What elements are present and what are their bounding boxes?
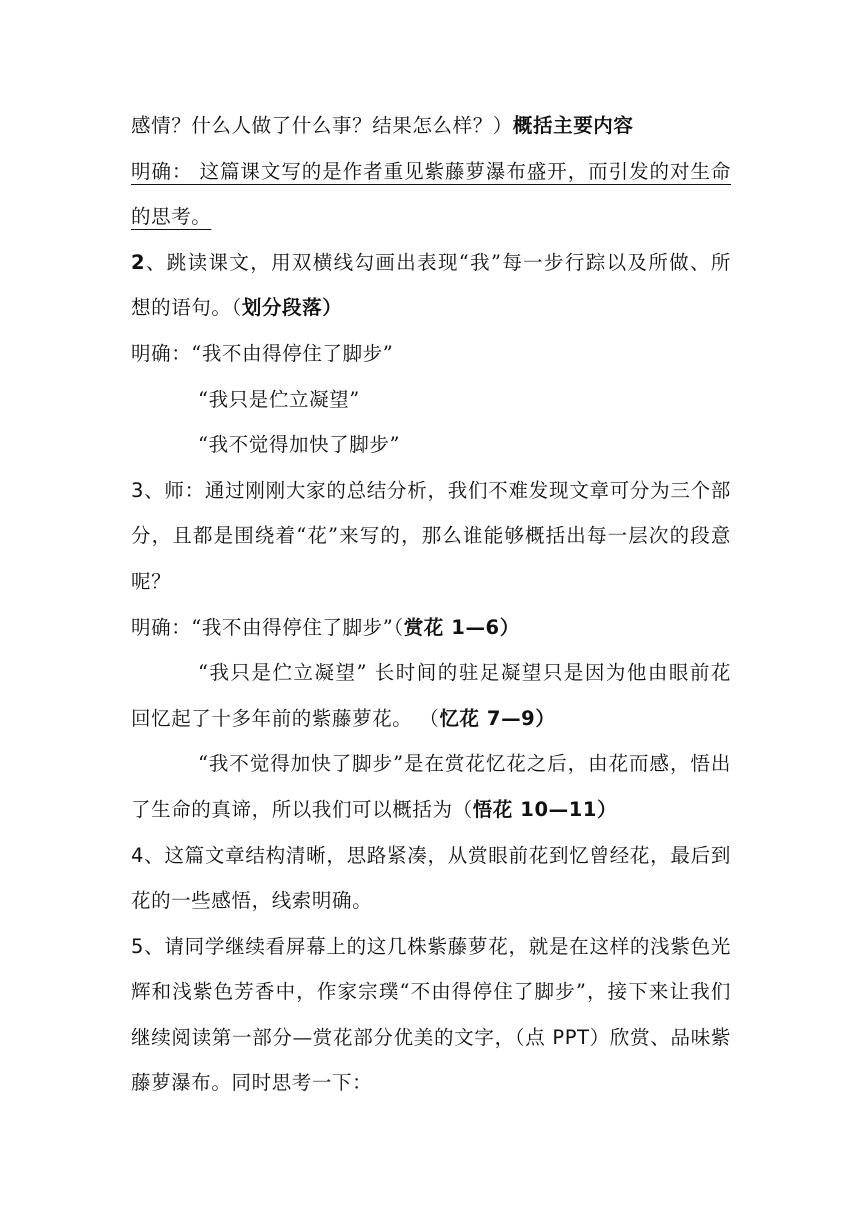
bold-text: 划分段落） <box>241 296 343 320</box>
text-segment: ）欣赏、品味紫 <box>589 1025 731 1049</box>
text-line: “我不觉得加快了脚步” <box>198 433 401 457</box>
numbered-item <box>131 833 731 879</box>
underlined-line: 明确： 这篇课文写的是作者重见紫藤萝瀑布盛开，而引发的对生命 <box>131 159 731 183</box>
text-segment: 继续阅读第一部分—赏花部分优美的文字，（点 <box>131 1025 553 1049</box>
numbered-item <box>131 240 731 286</box>
text-segment: 感情？什么人做了什么事？结果怎么样？） <box>131 114 513 137</box>
item-number: 3 <box>131 478 145 502</box>
text-line <box>131 605 731 651</box>
numbered-item <box>131 924 731 970</box>
text-segment: 、跳读课文，用双横线勾画出表现“我”每一步行踪以及所做、所 <box>145 250 731 274</box>
text-line <box>131 787 731 833</box>
text-line <box>131 696 731 742</box>
text-line: 明确：“我不由得停住了脚步” <box>131 341 394 365</box>
text-line <box>131 285 731 331</box>
text-segment: 明确：“我不由得停住了脚步”（ <box>131 615 404 639</box>
text-line: 花的一些感悟，线索明确。 <box>131 889 373 913</box>
text-line <box>131 103 731 149</box>
item-number: 4 <box>131 843 145 867</box>
text-segment: 回忆起了十多年前的紫藤萝花。 （ <box>131 706 440 730</box>
text-line: 分，且都是围绕着“花”来写的，那么谁能够概括出每一层次的段意 <box>131 524 731 548</box>
text-line: 呢？ <box>131 569 172 593</box>
bold-text: 赏花 1—6） <box>403 615 520 639</box>
numbered-item <box>131 468 731 514</box>
bold-text: 悟花 10—11） <box>472 797 618 821</box>
text-line: “我只是伫立凝望” 长时间的驻足凝望只是因为他由眼前花 <box>198 661 731 685</box>
text-segment: 了生命的真谛，所以我们可以概括为（ <box>131 797 473 821</box>
ppt-text: PPT <box>552 1025 590 1049</box>
bold-text: 概括主要内容 <box>512 114 634 137</box>
text-line: “我不觉得加快了脚步”是在赏花忆花之后，由花而感，悟出 <box>198 752 731 776</box>
text-segment: 想的语句。（ <box>131 296 242 320</box>
text-segment: 、师：通过刚刚大家的总结分析，我们不难发现文章可分为三个部 <box>144 478 731 502</box>
text-line: 藤萝瀑布。同时思考一下： <box>131 1071 373 1095</box>
text-segment: 、请同学继续看屏幕上的这几株紫藤萝花，就是在这样的浅紫色光 <box>144 934 731 958</box>
bold-text: 忆花 7—9） <box>439 706 556 730</box>
item-number: 5 <box>131 934 145 958</box>
text-line: “我只是伫立凝望” <box>198 387 360 411</box>
text-line: 辉和浅紫色芳香中，作家宗璞“不由得停住了脚步”，接下来让我们 <box>131 980 731 1004</box>
text-line <box>131 1015 731 1061</box>
underlined-text: 的思考。 <box>131 205 212 229</box>
item-number: 2 <box>131 250 146 274</box>
document-page <box>131 103 731 1106</box>
text-line <box>131 194 731 240</box>
text-segment: 、这篇文章结构清晰，思路紧凑，从赏眼前花到忆曾经花，最后到 <box>144 843 731 867</box>
